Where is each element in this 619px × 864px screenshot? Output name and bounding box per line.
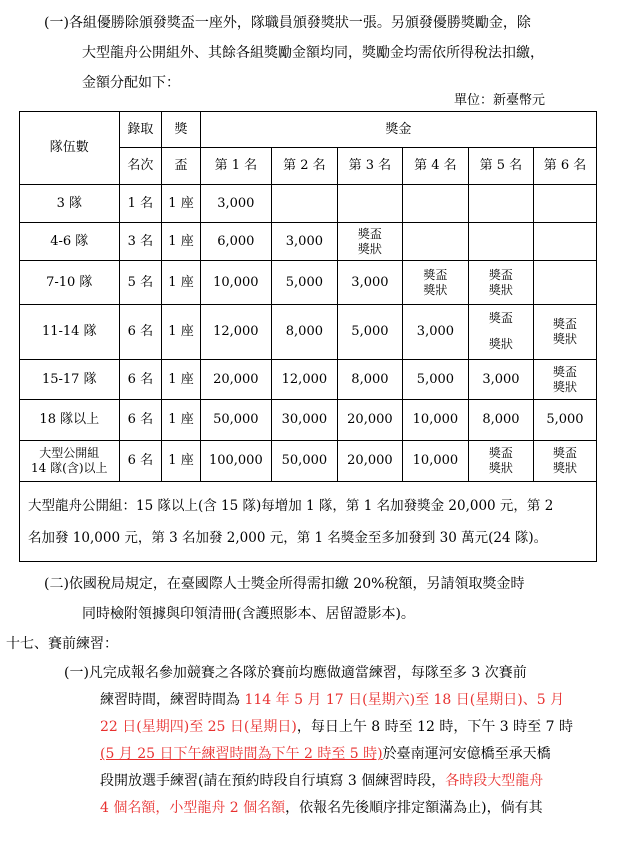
teams-cell: 7-10 隊 xyxy=(20,261,120,305)
trophy-cell: 1 座 xyxy=(162,223,201,261)
prize-5-cell: 獎盃 獎狀 xyxy=(468,441,533,482)
prize-5-cell: 獎盃 獎狀 xyxy=(468,261,533,305)
prize-2-cell xyxy=(271,185,337,223)
header-place-3: 第 3 名 xyxy=(337,148,402,185)
prize-4-cell: 10,000 xyxy=(402,400,468,441)
practice-dates-2: 22 日(星期四)至 25 日(星期日) xyxy=(100,719,297,735)
section2-line-2: 同時檢附領據與印領清冊(含護照影本、居留證影本)。 xyxy=(82,606,415,622)
prize-3-cell xyxy=(337,185,402,223)
header-place-1: 第 1 名 xyxy=(200,148,271,185)
admit-cell: 3 名 xyxy=(119,223,162,261)
section17-line-4: (5 月 25 日下午練習時間為下午 2 時至 5 時)於臺南運河安億橋至承天橋 xyxy=(100,746,551,762)
prize-3-cell: 5,000 xyxy=(337,305,402,360)
note-line-1: 大型龍舟公開組：15 隊以上(含 15 隊)每增加 1 隊，第 1 名加發獎金 20,000 元，第 2 xyxy=(28,497,554,514)
prize-4-cell: 10,000 xyxy=(402,441,468,482)
note-row xyxy=(20,482,597,562)
prize-1-cell: 12,000 xyxy=(200,305,271,360)
teams-cell: 大型公開組 14 隊(含)以上 xyxy=(20,441,120,482)
prize-3-cell: 獎盃 獎狀 xyxy=(337,223,402,261)
prize-2-cell: 5,000 xyxy=(271,261,337,305)
section17-line-3: 22 日(星期四)至 25 日(星期日)，每日上午 8 時至 12 時，下午 3 時至 7 時 xyxy=(100,719,573,735)
prize-6-cell xyxy=(533,223,596,261)
prize-6-cell: 獎盃 獎狀 xyxy=(533,305,596,360)
prize-4-cell: 獎盃 獎狀 xyxy=(402,261,468,305)
prize-3-cell: 20,000 xyxy=(337,441,402,482)
section17-line-2: 練習時間，練習時間為 114 年 5 月 17 日(星期六)至 18 日(星期日)、5 月 xyxy=(100,692,565,708)
admit-cell: 5 名 xyxy=(119,261,162,305)
prize-1-cell: 10,000 xyxy=(200,261,271,305)
admit-cell: 6 名 xyxy=(119,400,162,441)
intro-line-3: 金額分配如下： xyxy=(82,75,180,91)
prize-1-cell: 20,000 xyxy=(200,360,271,400)
header-teams: 隊伍數 xyxy=(20,112,120,185)
practice-dates-1: 114 年 5 月 17 日(星期六)至 18 日(星期日)、5 月 xyxy=(244,692,565,708)
prize-2-cell: 30,000 xyxy=(271,400,337,441)
prize-4-cell xyxy=(402,185,468,223)
header-place-5: 第 5 名 xyxy=(468,148,533,185)
trophy-cell: 1 座 xyxy=(162,185,201,223)
trophy-cell: 1 座 xyxy=(162,400,201,441)
prize-2-cell: 8,000 xyxy=(271,305,337,360)
prize-6-cell xyxy=(533,261,596,305)
prize-5-cell xyxy=(468,223,533,261)
section17-line-6: 4 個名額，小型龍舟 2 個名額，依報名先後順序排定額滿為止)，倘有其 xyxy=(100,800,543,816)
admit-cell: 6 名 xyxy=(119,305,162,360)
table-row xyxy=(20,360,597,400)
section2-line-1: (二)依國稅局規定，在臺國際人士獎金所得需扣繳 20%稅額，另請領取獎金時 xyxy=(44,576,525,592)
trophy-cell: 1 座 xyxy=(162,305,201,360)
prize-5-cell: 獎盃 獎狀 xyxy=(468,305,533,360)
prize-2-cell: 3,000 xyxy=(271,223,337,261)
header-trophy-top: 獎 xyxy=(162,112,201,148)
prize-3-cell: 3,000 xyxy=(337,261,402,305)
teams-cell: 4-6 隊 xyxy=(20,223,120,261)
prize-6-cell xyxy=(533,185,596,223)
header-place-2: 第 2 名 xyxy=(271,148,337,185)
section17-line-5: 段開放選手練習(請在預約時段自行填寫 3 個練習時段，各時段大型龍舟 xyxy=(100,773,544,789)
prize-1-cell: 50,000 xyxy=(200,400,271,441)
prize-4-cell: 3,000 xyxy=(402,305,468,360)
table-row xyxy=(20,441,597,482)
note-cell xyxy=(20,482,597,562)
prize-table xyxy=(19,111,597,562)
prize-5-cell: 8,000 xyxy=(468,400,533,441)
teams-cell: 3 隊 xyxy=(20,185,120,223)
prize-1-cell: 6,000 xyxy=(200,223,271,261)
intro-line-1: (一)各組優勝除頒發獎盃一座外，隊職員頒發獎狀一張。另頒發優勝獎勵金，除 xyxy=(44,15,531,31)
prize-1-cell: 100,000 xyxy=(200,441,271,482)
prize-5-cell xyxy=(468,185,533,223)
prize-1-cell: 3,000 xyxy=(200,185,271,223)
prize-2-cell: 50,000 xyxy=(271,441,337,482)
prize-2-cell: 12,000 xyxy=(271,360,337,400)
trophy-cell: 1 座 xyxy=(162,261,201,305)
table-row xyxy=(20,400,597,441)
prize-6-cell: 獎盃 獎狀 xyxy=(533,360,596,400)
prize-6-cell: 5,000 xyxy=(533,400,596,441)
note-line-2: 名加發 10,000 元，第 3 名加發 2,000 元，第 1 名獎金至多加發到 30 萬元(24 隊)。 xyxy=(28,529,548,546)
prize-3-cell: 20,000 xyxy=(337,400,402,441)
prize-4-cell: 5,000 xyxy=(402,360,468,400)
trophy-cell: 1 座 xyxy=(162,441,201,482)
header-admit-bottom: 名次 xyxy=(119,148,162,185)
unit-label: 單位：新臺幣元 xyxy=(454,93,546,108)
slot-quota-1: 各時段大型龍舟 xyxy=(445,773,544,789)
header-place-4: 第 4 名 xyxy=(402,148,468,185)
prize-3-cell: 8,000 xyxy=(337,360,402,400)
table-row xyxy=(20,185,597,223)
table-row xyxy=(20,261,597,305)
slot-quota-2: 4 個名額，小型龍舟 2 個名額 xyxy=(100,800,286,816)
teams-cell: 11-14 隊 xyxy=(20,305,120,360)
table-row xyxy=(20,223,597,261)
section17-line-1: (一)凡完成報名參加競賽之各隊於賽前均應做適當練習，每隊至多 3 次賽前 xyxy=(64,665,527,681)
prize-4-cell xyxy=(402,223,468,261)
header-prize: 獎金 xyxy=(200,112,596,148)
header-admit-top: 錄取 xyxy=(119,112,162,148)
practice-exception: (5 月 25 日下午練習時間為下午 2 時至 5 時) xyxy=(100,746,383,762)
admit-cell: 6 名 xyxy=(119,360,162,400)
admit-cell: 1 名 xyxy=(119,185,162,223)
header-place-6: 第 6 名 xyxy=(533,148,596,185)
admit-cell: 6 名 xyxy=(119,441,162,482)
teams-cell: 18 隊以上 xyxy=(20,400,120,441)
prize-5-cell: 3,000 xyxy=(468,360,533,400)
table-row xyxy=(20,305,597,360)
prize-6-cell: 獎盃 獎狀 xyxy=(533,441,596,482)
header-trophy-bottom: 盃 xyxy=(162,148,201,185)
section17-heading: 十七、賽前練習： xyxy=(6,636,118,652)
intro-line-2: 大型龍舟公開組外、其餘各組獎勵金額均同，獎勵金均需依所得稅法扣繳， xyxy=(82,45,544,61)
trophy-cell: 1 座 xyxy=(162,360,201,400)
teams-cell: 15-17 隊 xyxy=(20,360,120,400)
